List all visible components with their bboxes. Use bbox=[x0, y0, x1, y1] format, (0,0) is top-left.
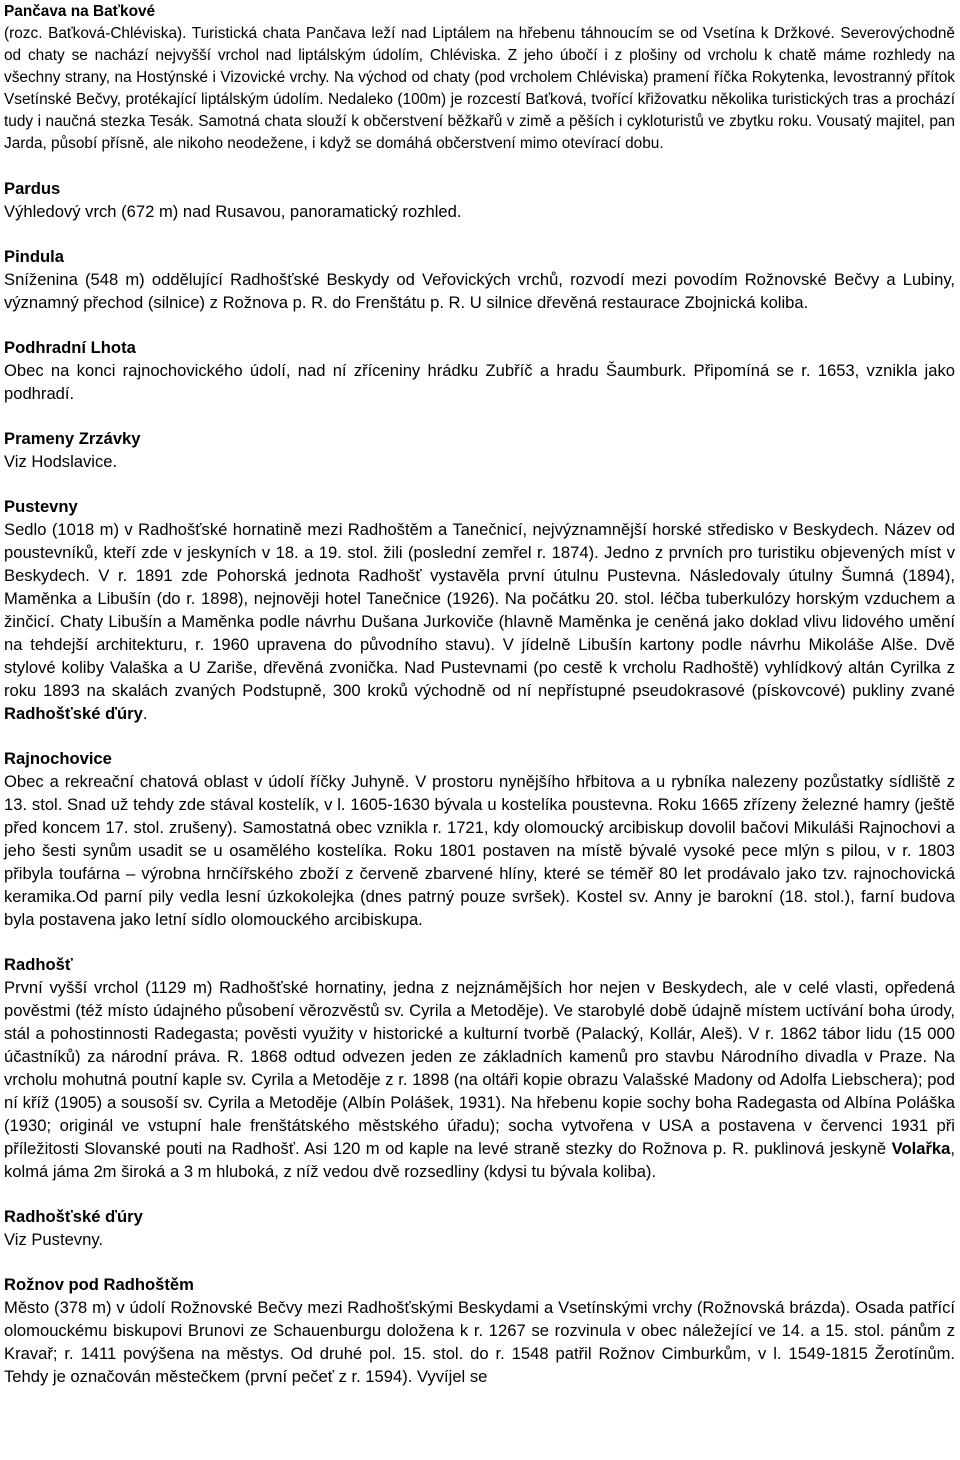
document-page bbox=[4, 0, 955, 1411]
entry-pardus bbox=[4, 178, 955, 223]
entry-prameny-zrzavky bbox=[4, 428, 955, 473]
entry-body-text-after: . bbox=[142, 704, 148, 723]
entry-title: Pindula bbox=[4, 247, 64, 266]
entry-title: Rožnov pod Radhoštěm bbox=[4, 1275, 194, 1294]
entry-body: Viz Hodslavice. bbox=[4, 452, 118, 471]
entry-title: Pustevny bbox=[4, 497, 78, 516]
entry-body-text: Sedlo (1018 m) v Radhošťské hornatině mezi Radhoštěm a Tanečnicí, nejvýznamnější horské středisko v Beskydech. Název od poustevníků, kteří zde v jeskyních v 18. a 19. stol. žili (poslední zemřel r. 1874). Jedno z prvních pro turistiku objevených míst v Beskydech. V r. 1891 zde Pohorská jednota Radhošť vystavěla první útulnu Pustevna. Následovaly útulny Šumná (1894), Maměnka a Libušín (do r. 1898), nejnověji hotel Tanečnice (1926). Na počátku 20. stol. léčba tuberkulózy horským vzduchem a žinčicí. Chaty Libušín a Maměnka podle návrhu Dušana Jurkoviče (hlavně Maměnka je ceněná jako doklad vlivu lidového umění na tehdejší architekturu, r. 1960 upravena do původního stavu). V jídelně Libušín kartony podle návrhu Mikoláše Alše. Dvě stylové koliby Valaška a U Zariše, dřevěná zvonička. Nad Pustevnami (po cestě k vrcholu Radhoště) vyhlídkový altán Cyrilka z roku 1893 na skalách zvaných Podstupně, 300 kroků východně od ní nepřístupné pseudokrasové (pískovcové) pukliny zvané bbox=[4, 520, 955, 700]
entry-rajnochovice bbox=[4, 748, 955, 931]
entry-title: Pančava na Baťkové bbox=[4, 3, 156, 20]
entry-body: Viz Pustevny. bbox=[4, 1230, 103, 1249]
entry-podhradni-lhota bbox=[4, 337, 955, 405]
entry-body-bold-term: Volařka bbox=[891, 1139, 951, 1158]
entry-body-text: První vyšší vrchol (1129 m) Radhošťské hornatiny, jedna z nejznámějších hor nejen v Beskydech, ale v celé vlasti, opředená pověstmi (též místo údajného působení věrozvěstů sv. Cyrila a Metoděje). Ve starobylé době údajně místem uctívání boha úrody, stál a pohostinnosti Radegasta; pověsti využity v historické a kulturní tvorbě (Palacký, Kollár, Aleš). V r. 1862 tábor lidu (15 000 účastníků) za národní práva. R. 1868 odtud odvezen jeden ze základních kamenů pro stavbu Národního divadla v Praze. Na vrcholu mohutná poutní kaple sv. Cyrila a Metoděje z r. 1898 (na oltáři kopie obrazu Valašské Madony od Adolfa Liebschera); pod ní kříž (1905) a sousoší sv. Cyrila a Metoděje (Albín Polášek, 1931). Na hřebenu kopie sochy boha Radegasta od Albína Poláška (1930; originál ve vstupní hale frenštátského městského úřadu); socha vytvořena v USA a postavena v červenci 1931 při příležitosti Slovanské pouti na Radhošť. Asi 120 m od kaple na levé straně stezky do Rožnova p. R. puklinová jeskyně bbox=[4, 978, 955, 1158]
entry-title: Radhošť bbox=[4, 955, 73, 974]
entry-pindula bbox=[4, 246, 955, 314]
entry-body: Výhledový vrch (672 m) nad Rusavou, panoramatický rozhled. bbox=[4, 202, 462, 221]
entry-pancava bbox=[4, 1, 955, 155]
entry-title: Radhošťské ďúry bbox=[4, 1207, 143, 1226]
entry-body bbox=[4, 518, 955, 725]
entry-title: Rajnochovice bbox=[4, 749, 112, 768]
entry-title: Pardus bbox=[4, 179, 61, 198]
entry-body: Sníženina (548 m) oddělující Radhošťské Beskydy od Veřovických vrchů, rozvodí mezi povodím Rožnovské Bečvy a Lubiny, významný přechod (silnice) z Rožnova p. R. do Frenštátu p. R. U silnice dřevěná restaurace Zbojnická koliba. bbox=[4, 270, 955, 312]
entry-radhostske-dury bbox=[4, 1206, 955, 1251]
entry-roznov bbox=[4, 1274, 955, 1388]
entry-body: Město (378 m) v údolí Rožnovské Bečvy mezi Radhošťskými Beskydami a Vsetínskými vrchy (Rožnovská brázda). Osada patřící olomouckému biskupovi Brunovi ze Schauenburgu doložena k r. 1267 se rozvinula v obec náležející ve 14. a 15. stol. pánům z Kravař; r. 1411 povýšena na městys. Od druhé pol. 15. stol. do r. 1548 patřil Rožnov Cimburkům, v l. 1549-1815 Žerotínům. Tehdy je označován městečkem (první pečeť z r. 1594). Vyvíjel se bbox=[4, 1298, 955, 1386]
entry-pustevny bbox=[4, 496, 955, 725]
entry-radhost bbox=[4, 954, 955, 1183]
entry-body-text-after: , kolmá jáma 2m široká a 3 m hluboká, z níž vedou dvě rozsedliny (kdysi tu bývala koliba). bbox=[4, 1139, 955, 1181]
entry-body: Obec na konci rajnochovického údolí, nad ní zříceniny hrádku Zubříč a hradu Šaumburk. Připomíná se r. 1653, vznikla jako podhradí. bbox=[4, 361, 955, 403]
entry-body-bold-term: Radhošťské ďúry bbox=[4, 704, 143, 723]
entry-body bbox=[4, 976, 955, 1183]
entry-title: Prameny Zrzávky bbox=[4, 429, 141, 448]
entry-body: (rozc. Baťková-Chléviska). Turistická chata Pančava leží nad Liptálem na hřebenu táhnoucím se od Vsetína k Držkové. Severovýchodně od chaty se nachází nejvyšší vrchol nad liptálským údolím, Chléviska. Z jeho úbočí i z plošiny od vrcholu k chatě máme rozhledy na všechny strany, na Hostýnské i Vizovické vrchy. Na východ od chaty (pod vrcholem Chléviska) pramení říčka Rokytenka, levostranný přítok Vsetínské Bečvy, protékající liptálským údolím. Nedaleko (100m) je rozcestí Baťková, tvořící křižovatku několika turistických tras a prochází tudy i naučná stezka Tesák. Samotná chata slouží k občerstvení běžkařů v zimě a pěších i cykloturistů ve zbytku roku. Vousatý majitel, pan Jarda, působí přísně, ale nikoho neodežene, i když se domáhá občerstvení mimo otevírací dobu. bbox=[4, 25, 955, 152]
entry-body: Obec a rekreační chatová oblast v údolí říčky Juhyně. V prostoru nynějšího hřbitova a u rybníka nalezeny pozůstatky sídliště z 13. stol. Snad už tehdy zde stával kostelík, v l. 1605-1630 bývala u kostelíka poustevna. Roku 1665 zřízeny železné hamry (ještě před koncem 17. stol. zrušeny). Samostatná obec vznikla r. 1721, kdy olomoucký arcibiskup dovolil bačovi Mikuláši Rajnochovi a jeho šesti synům usadit se u osamělého kostelíka. Roku 1801 postaven na místě bývalé vysoké pece mlýn s pilou, v r. 1803 přibyla toufárna – výrobna hrnčířského zboží z červeně zbarvené hlíny, které se téměř 80 let prodávalo jako tzv. rajnochovická keramika.Od parní pily vedla lesní úzkokolejka (dnes patrný pouze svršek). Kostel sv. Anny je barokní (18. stol.), farní budova byla postavena jako letní sídlo olomouckého arcibiskupa. bbox=[4, 772, 955, 929]
entry-title: Podhradní Lhota bbox=[4, 338, 136, 357]
